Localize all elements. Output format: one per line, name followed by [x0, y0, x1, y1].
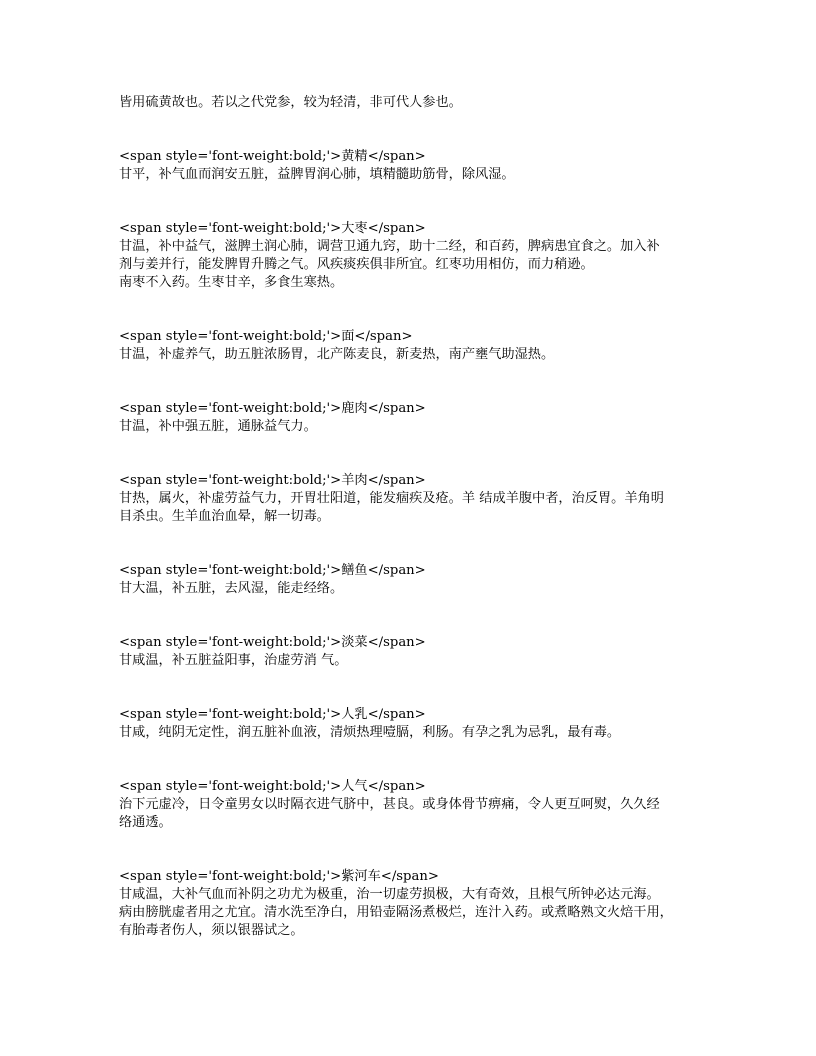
entry-yangrou [119, 472, 699, 526]
entry-heading: <span style='font-weight:bold;'>淡菜</span> [119, 635, 426, 650]
entry-body-line: 甘平，补气血而润安五脏，益脾胃润心肺，填精髓助筋骨，除风湿。 [119, 167, 515, 182]
entry-renqi [119, 778, 699, 832]
entry-body-line: 甘咸温，补五脏益阳事，治虚劳消 气。 [119, 653, 348, 668]
entry-body-line: 甘温，补虚养气，助五脏浓肠胃，北产陈麦良，新麦热，南产壅气助湿热。 [119, 347, 555, 362]
entry-body-line: 甘温，补中益气，滋脾土润心肺，调营卫通九窍，助十二经，和百药，脾病患宜食之。加入补 [119, 239, 660, 254]
entry-shanyu [119, 562, 699, 598]
entry-heading: <span style='font-weight:bold;'>鹿肉</span> [119, 401, 426, 416]
entry-heading: <span style='font-weight:bold;'>大枣</span> [119, 221, 426, 236]
entry-dancai [119, 634, 699, 670]
entry-heading: <span style='font-weight:bold;'>紫河车</span> [119, 869, 439, 884]
entry-body-line: 甘咸温，大补气血而补阴之功尤为极重，治一切虚劳损极，大有奇效，且根气所钟必达元海。 [119, 887, 660, 902]
entry-renru [119, 706, 699, 742]
entry-heading: <span style='font-weight:bold;'>人乳</span> [119, 707, 426, 722]
entry-body-line: 甘温，补中强五脏，通脉益气力。 [119, 419, 317, 434]
entry-body-line: 南枣不入药。生枣甘辛，多食生寒热。 [119, 275, 344, 290]
entry-body-line: 治下元虚冷，日令童男女以时隔衣进气脐中，甚良。或身体骨节痹痛，令人更互呵熨，久久经 [119, 797, 660, 812]
intro-line: 皆用硫黄故也。若以之代党参，较为轻清，非可代人参也。 [119, 95, 462, 110]
intro-paragraph [119, 94, 699, 112]
entry-body-line: 甘咸，纯阴无定性，润五脏补血液，清烦热理噎膈，利肠。有孕之乳为忌乳，最有毒。 [119, 725, 621, 740]
entry-mian [119, 328, 699, 364]
entry-heading: <span style='font-weight:bold;'>人气</span> [119, 779, 426, 794]
entry-lurou [119, 400, 699, 436]
entry-body-line: 目杀虫。生羊血治血晕，解一切毒。 [119, 509, 330, 524]
entry-huangjing [119, 148, 699, 184]
entry-body-line: 甘热，属火，补虚劳益气力，开胃壮阳道，能发痼疾及疮。羊 结成羊腹中者，治反胃。羊角明 [119, 491, 664, 506]
entry-heading: <span style='font-weight:bold;'>面</span> [119, 329, 413, 344]
entry-body-line: 剂与姜并行，能发脾胃升腾之气。风疾痰疾俱非所宜。红枣功用相仿，而力稍逊。 [119, 257, 594, 272]
entry-body-line: 有胎毒者伤人，须以银器试之。 [119, 923, 304, 938]
entry-body-line: 甘大温，补五脏，去风湿，能走经络。 [119, 581, 344, 596]
entry-body-line: 络通透。 [119, 815, 172, 830]
entry-heading: <span style='font-weight:bold;'>羊肉</span> [119, 473, 426, 488]
entry-heading: <span style='font-weight:bold;'>鳝鱼</span> [119, 563, 426, 578]
entry-ziheche [119, 868, 699, 940]
entry-dazao [119, 220, 699, 292]
document-page [119, 94, 699, 940]
entry-heading: <span style='font-weight:bold;'>黄精</span> [119, 149, 426, 164]
entry-body-line: 病由膀胱虚者用之尤宜。清水洗至净白，用铅壶隔汤煮极烂，连汁入药。或煮略熟文火焙干用， [119, 905, 673, 920]
